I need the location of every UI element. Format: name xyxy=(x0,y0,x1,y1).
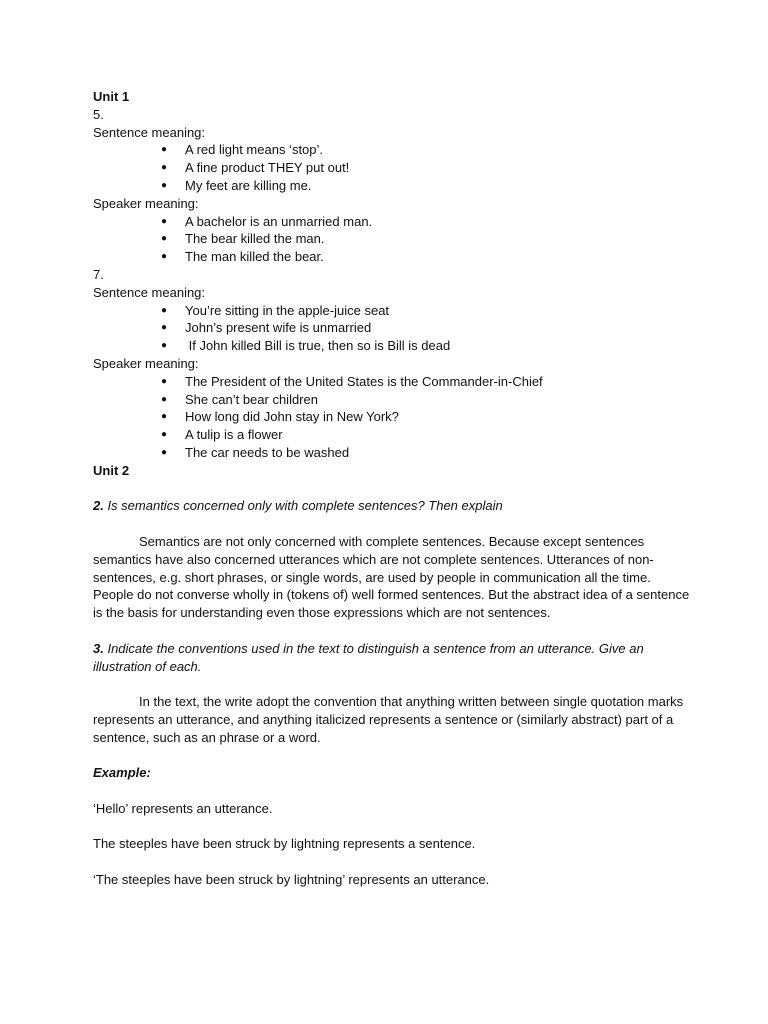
question-2-answer: Semantics are not only concerned with complete sentences. Because except sentences semantics have also concerned utterances which are not complete sentences. Utterances of non-sentences, e.g. short phrases, or single words, are used by people in communication all the time. People do not converse wholly in (tokens of) well formed sentences. But the abstract idea of a sentence is the basis for understanding even those expressions which are not sentences. xyxy=(93,533,690,621)
question-3-answer: In the text, the write adopt the convention that anything written between single quotation marks represents an utterance, and anything italicized represents a sentence or (similarly abstract) part of a sentence, such as an phrase or a word. xyxy=(93,694,684,745)
bullet-icon: ● xyxy=(161,251,168,263)
question-2-number: 2. xyxy=(93,498,104,514)
unit2-heading: Unit 2 xyxy=(93,462,130,478)
question-3-number: 3. xyxy=(93,640,104,656)
list-item: ● A fine product THEY put out! xyxy=(161,160,350,176)
q5-sentence-meaning-list xyxy=(93,141,693,194)
bullet-icon: ● xyxy=(161,446,168,458)
question-7-number: 7. xyxy=(93,266,104,282)
document-page xyxy=(93,88,693,889)
example-line-1: ‘Hello’ represents an utterance. xyxy=(93,800,273,816)
question-3 xyxy=(93,640,693,676)
q5-speaker-meaning-list xyxy=(93,213,693,266)
bullet-icon: ● xyxy=(161,215,168,227)
list-item: ● The President of the United States is the Commander-in-Chief xyxy=(161,373,543,389)
question-2-text: Is semantics concerned only with complete sentences? Then explain xyxy=(103,498,503,514)
list-item: ● John’s present wife is unmarried xyxy=(161,320,372,336)
list-item: ● A tulip is a flower xyxy=(161,427,283,443)
list-item: ● A red light means ‘stop’. xyxy=(161,142,324,158)
bullet-icon: ● xyxy=(161,233,168,245)
list-item: ● How long did John stay in New York? xyxy=(161,409,399,425)
bullet-icon: ● xyxy=(161,179,168,191)
example-label: Example: xyxy=(93,765,151,781)
q7-sentence-meaning-list xyxy=(93,302,693,355)
unit1-heading: Unit 1 xyxy=(93,89,130,104)
question-2 xyxy=(93,497,693,515)
bullet-icon: ● xyxy=(161,322,168,334)
q5-speaker-meaning-label: Speaker meaning: xyxy=(93,195,199,211)
list-item: ● A bachelor is an unmarried man. xyxy=(161,213,373,229)
bullet-icon: ● xyxy=(161,162,168,174)
q7-speaker-meaning-label: Speaker meaning: xyxy=(93,355,199,371)
question-3-text: Indicate the conventions used in the text to distinguish a sentence from an utterance. Give an illustration of each. xyxy=(93,640,648,674)
bullet-icon: ● xyxy=(161,429,168,441)
bullet-icon: ● xyxy=(161,393,168,405)
list-item: ● If John killed Bill is true, then so is Bill is dead xyxy=(161,338,451,354)
example-line-2: The steeples have been struck by lightning represents a sentence. xyxy=(93,836,476,852)
q7-sentence-meaning-label: Sentence meaning: xyxy=(93,284,206,300)
question-5-number: 5. xyxy=(93,106,104,122)
bullet-icon: ● xyxy=(161,411,168,423)
list-item: ● She can’t bear children xyxy=(161,391,318,407)
list-item: ● The bear killed the man. xyxy=(161,231,325,247)
bullet-icon: ● xyxy=(161,304,168,316)
list-item: ● My feet are killing me. xyxy=(161,177,312,193)
bullet-icon: ● xyxy=(161,144,168,156)
list-item: ● The man killed the bear. xyxy=(161,249,324,265)
list-item: ● You’re sitting in the apple-juice seat xyxy=(161,302,390,318)
example-line-3: ‘The steeples have been struck by lightning’ represents an utterance. xyxy=(93,872,490,888)
q7-speaker-meaning-list xyxy=(93,373,693,462)
bullet-icon: ● xyxy=(161,375,168,387)
q5-sentence-meaning-label: Sentence meaning: xyxy=(93,124,206,140)
list-item: ● The car needs to be washed xyxy=(161,444,350,460)
bullet-icon: ● xyxy=(161,340,168,352)
